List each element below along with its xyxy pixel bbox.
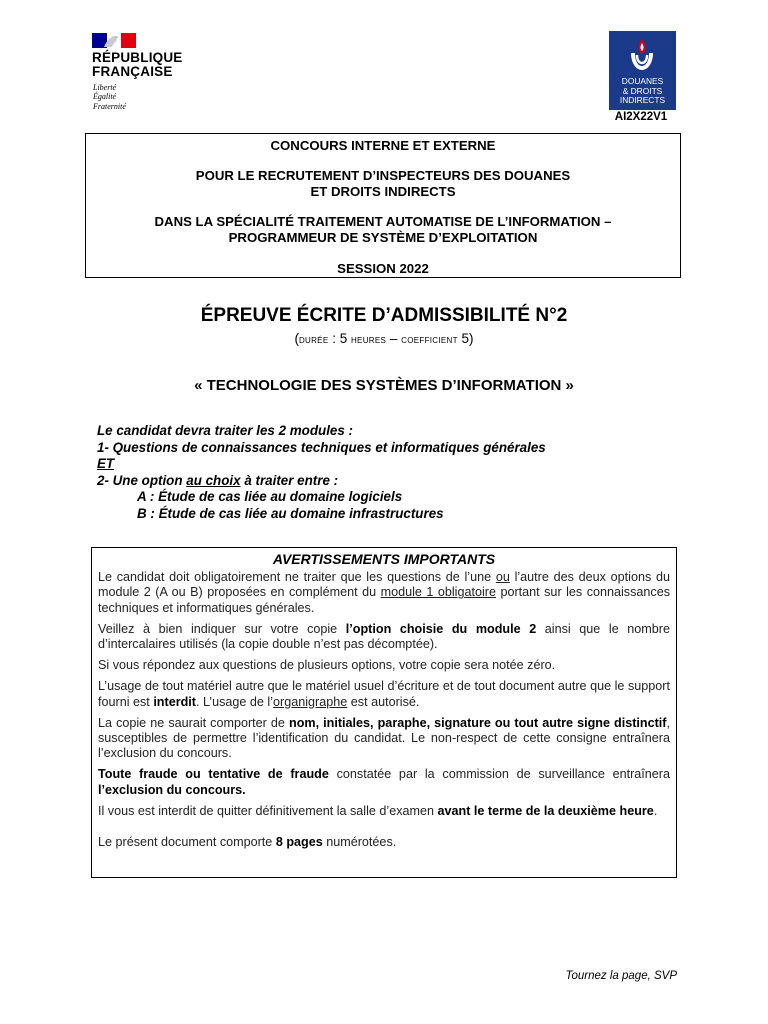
warnings-title: AVERTISSEMENTS IMPORTANTS [272,551,496,567]
douanes-text-line2: & DROITS [622,85,663,96]
instructions-item-2 [97,473,657,490]
duration-open: ( [294,331,299,346]
header-session: SESSION 2022 [337,261,429,276]
motto-liberte: Liberté [93,83,117,92]
p2-text-c: ainsi que le nombre d’intercalaires utilisés (la copie double n’est pas décomptée). [98,621,670,652]
warning-paragraph-8 [98,835,670,850]
p6-fraude: Toute fraude ou tentative de fraude [98,767,329,782]
p5-text-a: La copie ne saurait comporter de [98,715,290,730]
p4-text-c: . L’usage de l’ [196,694,274,709]
p6-exclusion: l’exclusion du concours. [98,782,246,797]
p1-ou: ou [495,570,510,585]
subject-title: « TECHNOLOGIE DES SYSTÈMES D’INFORMATION » [194,377,574,394]
hours-label: heures [350,332,387,346]
warning-paragraph-2 [98,622,670,652]
header-line-concours: CONCOURS INTERNE ET EXTERNE [270,138,496,153]
p7-deuxieme-heure: avant le terme de la deuxième heure [437,803,654,818]
header-line-recrutement-2: ET DROITS INDIRECTS [310,184,456,199]
logo-text-line2: FRANÇAISE [92,64,173,79]
p7-text-a: Il vous est interdit de quitter définitivement la salle d’examen [98,803,438,818]
duration-line [0,331,768,346]
p2-option-choisie: l’option choisie du module 2 [345,621,537,636]
douanes-text-line3: INDIRECTS [619,95,666,106]
warning-paragraph-5 [98,716,670,762]
warning-paragraph-1 [98,570,670,616]
p8-text-a: Le présent document comporte [98,835,276,850]
duration-label: durée [298,332,329,346]
p5-text-c: , susceptibles de permettre l’identification du candidat. Le non-respect de cette consigne entraînera l’exclusion du concours. [98,715,670,761]
motto-fraternite: Fraternité [93,101,126,111]
p4-interdit: interdit [153,694,196,709]
republique-francaise-logo [92,33,197,111]
motto-egalite: Égalité [93,92,117,102]
item2-suffix: à traiter entre : [240,472,339,488]
header-line-recrutement-1: POUR LE RECRUTEMENT D’INSPECTEURS DES DOUANES [195,168,571,183]
warning-paragraph-4 [98,679,670,709]
p4-organigraphe: organigraphe [273,694,348,709]
duration-dash: – [386,331,402,346]
warning-paragraph-7 [98,804,670,819]
item2-prefix: 2- Une option [97,472,187,488]
p2-text-a: Veillez à bien indiquer sur votre copie [98,621,346,636]
p4-text-e: est autorisé. [347,694,420,709]
p1-text-c: portant sur les connaissances techniques et informatiques générales. [98,585,671,615]
p8-text-c: numérotées. [322,835,397,850]
item2-au-choix: au choix [186,472,241,488]
p8-page-count: 8 pages [275,835,323,850]
epreuve-title: ÉPREUVE ÉCRITE D’ADMISSIBILITÉ N°2 [200,305,568,326]
douanes-emblem-icon [627,37,657,73]
warning-paragraph-3: Si vous répondez aux questions de plusieurs options, votre copie sera notée zéro. [98,658,556,673]
warnings-box [91,547,677,878]
p7-text-c: . [653,803,658,818]
douanes-logo [609,31,676,110]
instructions-option-b: B : Étude de cas liée au domaine infrastructures [137,505,444,521]
warning-paragraph-6 [98,767,670,797]
p6-text-b: constatée par la commission de surveillance entraînera [328,767,670,782]
instructions-intro: Le candidat devra traiter les 2 modules : [97,423,353,438]
p1-text-b: l’autre des deux options du module 2 (A ou B) proposées en complément du [98,570,670,600]
instructions-option-a: A : Étude de cas liée au domaine logiciels [137,489,403,504]
coefficient-label: coefficient [401,332,458,346]
turn-page-note: Tournez la page, SVP [565,970,677,982]
document-code: AI2X22V1 [614,111,668,123]
instructions-et: ET [97,456,115,471]
p4-text-a: L’usage de tout matériel autre que le matériel usuel d’écriture et de tout document autre que le support fourni est [98,679,670,709]
duration-sep: : 5 [328,331,351,346]
instructions-block [97,423,657,522]
p5-signe-distinctif: nom, initiales, paraphe, signature ou tout autre signe distinctif [289,715,667,730]
instructions-item-1: 1- Questions de connaissances techniques et informatiques générales [97,439,546,455]
p1-module-obligatoire: module 1 obligatoire [380,585,496,600]
p1-text-a: Le candidat doit obligatoirement ne traiter que les questions de l’une [98,570,496,585]
header-line-specialite-2: PROGRAMMEUR DE SYSTÈME D’EXPLOITATION [228,230,538,245]
douanes-text-line1: DOUANES [621,76,664,86]
marianne-flag-icon [92,33,136,48]
coefficient-value: 5) [457,331,474,346]
exam-header-box [85,133,681,278]
logo-text-line1: RÉPUBLIQUE [92,50,183,65]
header-line-specialite-1: DANS LA SPÉCIALITÉ TRAITEMENT AUTOMATISE DE L’INFORMATION – [154,214,612,229]
